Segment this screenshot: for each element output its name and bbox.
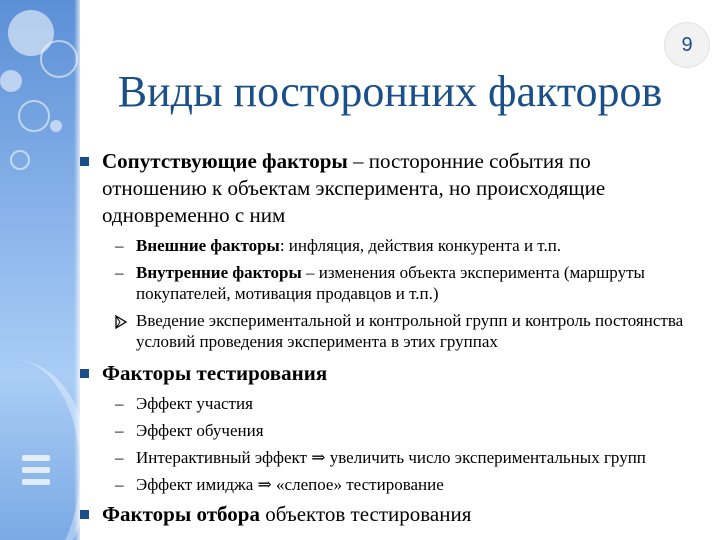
arrow-bullet-icon [114, 313, 128, 334]
item-text: Эффект участия [136, 394, 253, 413]
bars-decoration [22, 455, 50, 491]
sub-list-item [78, 393, 693, 414]
sub-list-item [78, 262, 693, 304]
square-bullet-icon [80, 510, 89, 519]
definition: – изменения объекта эксперимента (маршруты покупателей, мотивация продавцов и т.п.) [136, 263, 645, 303]
slide-title: Виды посторонних факторов [117, 67, 663, 116]
definition: объектов тестирования [259, 502, 472, 526]
definition: – посторонние события по отношению к объектам эксперимента, но происходящие одновременно с ним [102, 149, 606, 227]
sub-list-item [78, 474, 693, 495]
bubble-decoration [10, 150, 30, 170]
dash-bullet-icon: – [115, 394, 124, 413]
term: Сопутствующие факторы [102, 149, 348, 173]
square-bullet-icon [80, 157, 89, 166]
item-text: Эффект обучения [136, 421, 264, 440]
bubble-decoration [40, 40, 78, 78]
term: Внешние факторы [136, 236, 280, 255]
bubble-decoration [50, 120, 62, 132]
dash-bullet-icon: – [115, 263, 124, 282]
list-item [78, 360, 693, 387]
sub-sub-list-item [78, 310, 693, 352]
bubble-decoration [18, 100, 50, 132]
list-item [78, 501, 693, 528]
dash-bullet-icon: – [115, 475, 124, 494]
sub-list-item [78, 420, 693, 441]
page-number: 9 [664, 22, 710, 68]
item-text: Введение экспериментальной и контрольной групп и контроль постоянства условий проведения эксперимента в этих группах [136, 311, 684, 351]
square-bullet-icon [80, 369, 89, 378]
list-item [78, 148, 693, 229]
slide-content [78, 148, 693, 534]
sub-list-item [78, 447, 693, 468]
term: Факторы отбора [102, 502, 260, 526]
sub-list-item [78, 235, 693, 256]
term: Внутренние факторы [136, 263, 302, 282]
dash-bullet-icon: – [115, 448, 124, 467]
arc-decoration [0, 360, 80, 540]
dash-bullet-icon: – [115, 236, 124, 255]
item-text: Эффект имиджа ⇒ «слепое» тестирование [136, 475, 444, 494]
item-text: Интерактивный эффект ⇒ увеличить число экспериментальных групп [136, 448, 646, 467]
term: Факторы тестирования [102, 361, 328, 385]
dash-bullet-icon: – [115, 421, 124, 440]
definition: : инфляция, действия конкурента и т.п. [279, 236, 562, 255]
decorative-sidebar [0, 0, 80, 540]
bubble-decoration [0, 70, 22, 92]
